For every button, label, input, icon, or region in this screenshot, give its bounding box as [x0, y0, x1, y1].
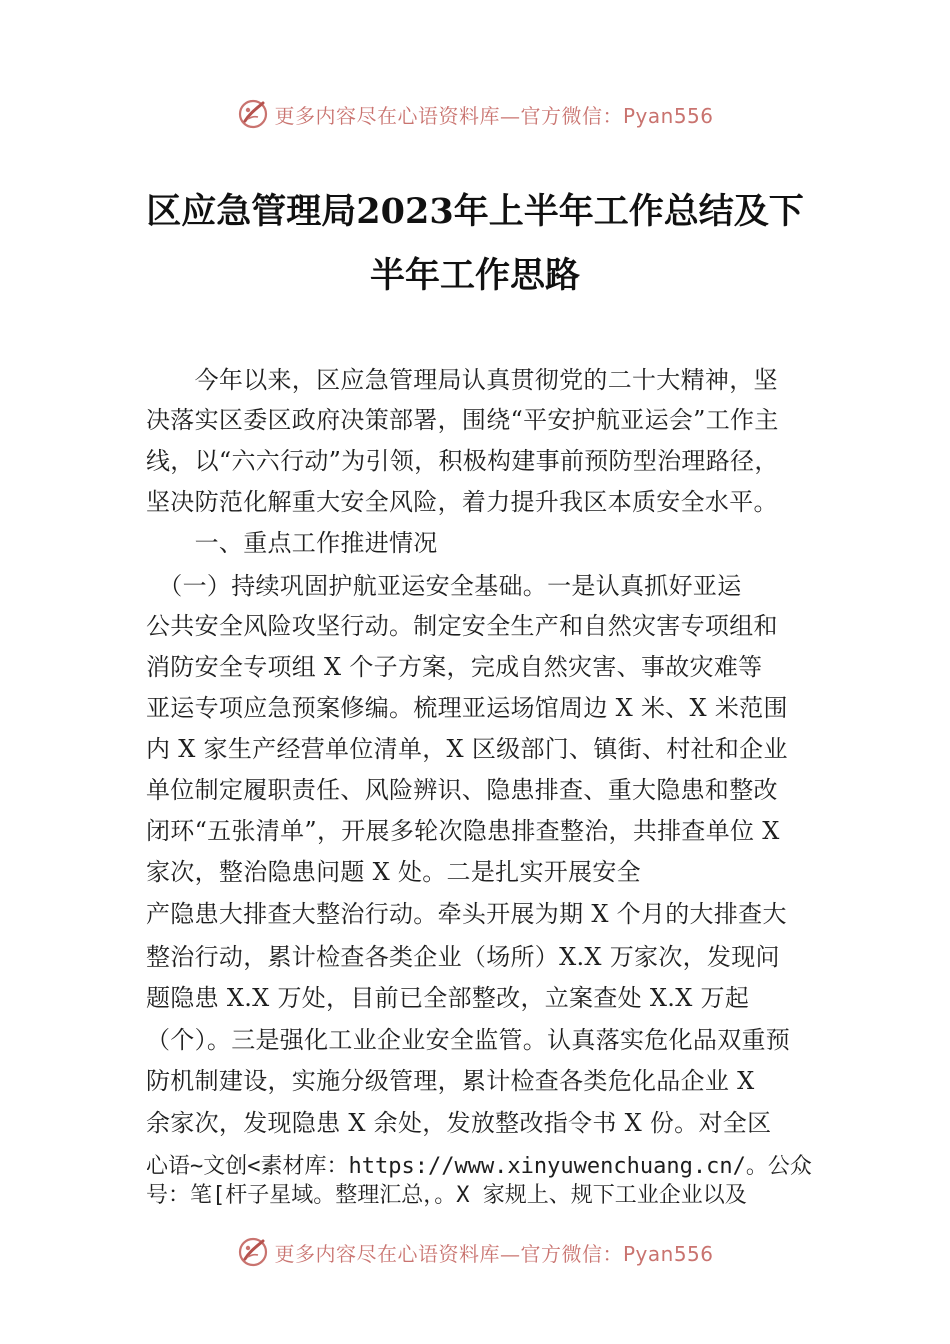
body-line: （一）持续巩固护航亚运安全基础。一是认真抓好亚运 — [146, 572, 742, 600]
body-line: 公共安全风险攻坚行动。制定安全生产和自然灾害专项组和 — [146, 612, 778, 640]
footer-banner — [0, 1232, 950, 1272]
brand-logo-icon — [236, 97, 270, 131]
body-line: 线，以“六六行动”为引领，积极构建事前预防型治理路径， — [146, 447, 779, 475]
banner-slogan: 更多内容尽在心语资料库 — [274, 103, 500, 128]
title-line-2: 半年工作思路 — [369, 255, 580, 296]
banner-wechat-label: 官方微信： — [520, 1241, 623, 1266]
document-title — [120, 180, 830, 308]
banner-wechat-label: 官方微信： — [520, 103, 623, 128]
body-line: 闭环“五张清单”，开展多轮次隐患排查整治，共排查单位 X — [146, 817, 780, 845]
header-banner — [0, 94, 950, 134]
body-line: 今年以来，区应急管理局认真贯彻党的二十大精神，坚 — [146, 366, 778, 394]
banner-slogan: 更多内容尽在心语资料库 — [274, 1241, 500, 1266]
body-line: 题隐患 X.X 万处，目前已全部整改，立案查处 X.X 万起 — [146, 984, 750, 1012]
title-line-1: 区应急管理局2023年上半年工作总结及下 — [146, 191, 804, 232]
banner-wechat-id: Pyan556 — [622, 1241, 714, 1266]
body-line: 余家次，发现隐患 X 余处，发放整改指令书 X 份。对全区 — [146, 1109, 772, 1137]
body-line: 防机制建设，实施分级管理，累计检查各类危化品企业 X — [146, 1067, 755, 1095]
banner-separator: — — [499, 1241, 521, 1266]
section-heading: 一、重点工作推进情况 — [146, 529, 438, 557]
watermark-line: 心语~文创<素材库：https://www.xinyuwenchuang.cn/。公众 — [146, 1154, 812, 1179]
body-line: 家次，整治隐患问题 X 处。二是扎实开展安全 — [146, 858, 641, 886]
body-line: 整治行动，累计检查各类企业（场所）X.X 万家次，发现问 — [146, 943, 780, 971]
banner-text — [274, 1238, 713, 1267]
body-line: 产隐患大排查大整治行动。牵头开展为期 X 个月的大排查大 — [146, 900, 787, 928]
body-line: 亚运专项应急预案修编。梳理亚运场馆周边 X 米、X 米范围 — [146, 694, 788, 722]
body-line: 决落实区委区政府决策部署，围绕“平安护航亚运会”工作主 — [146, 406, 779, 434]
body-line: 坚决防范化解重大安全风险，着力提升我区本质安全水平。 — [146, 488, 778, 516]
body-line: （个）。三是强化工业企业安全监管。认真落实危化品双重预 — [146, 1026, 791, 1054]
brand-logo-icon — [236, 1235, 270, 1269]
banner-wechat-id: Pyan556 — [622, 103, 714, 128]
banner-separator: — — [499, 103, 521, 128]
banner-text — [274, 100, 713, 129]
body-line: 单位制定履职责任、风险辨识、隐患排查、重大隐患和整改 — [146, 776, 778, 804]
body-line: 内 X 家生产经营单位清单，X 区级部门、镇街、村社和企业 — [146, 735, 788, 763]
watermark-line: 号：笔[杆子星域。整理汇总，。X 家规上、规下工业企业以及 — [146, 1183, 747, 1208]
body-line: 消防安全专项组 X 个子方案，完成自然灾害、事故灾难等 — [146, 653, 763, 681]
